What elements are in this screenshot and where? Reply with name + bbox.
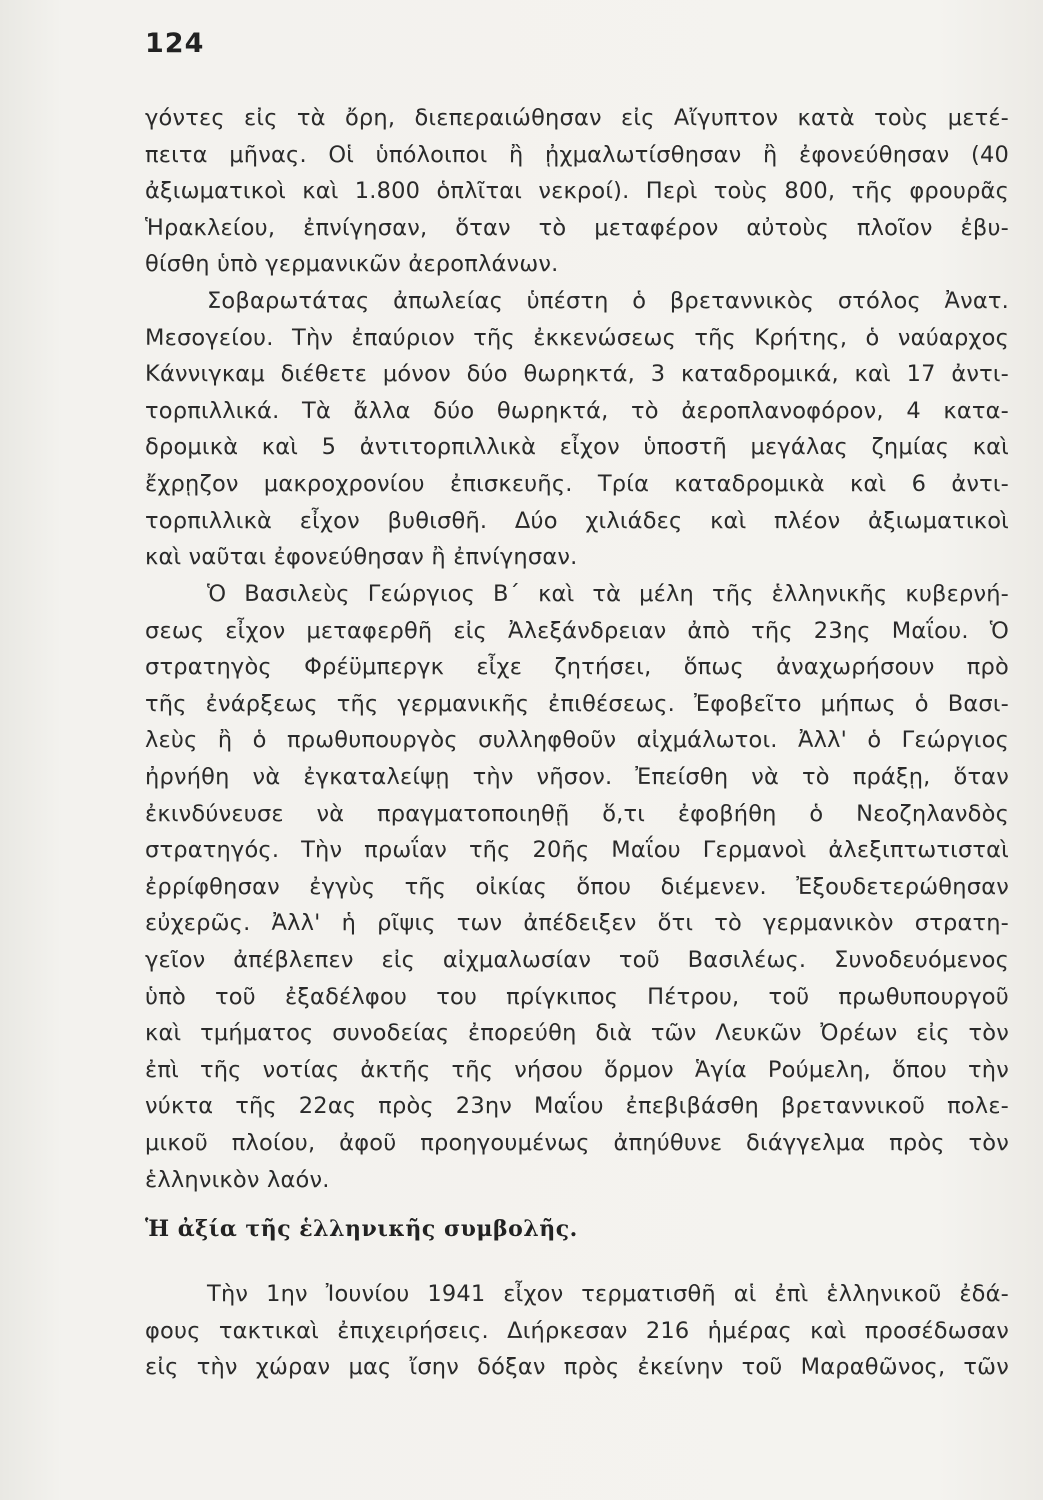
paragraph-3 [145,576,1009,1198]
paragraph-1 [145,100,1009,283]
text-line: εἰς τὴν χώραν μας ἴσην δόξαν πρὸς ἐκείνην τοῦ Μαραθῶνος, τῶν [145,1354,1009,1381]
page-number: 124 [145,28,205,59]
text-line: Τὴν 1ην Ἰουνίου 1941 εἶχον τερματισθῆ αἱ ἐπὶ ἑλληνικοῦ ἐδά- [207,1281,1009,1307]
text-line: λεὺς ἢ ὁ πρωθυπουργὸς συλληφθοῦν αἰχμάλωτοι. Ἀλλ' ὁ Γεώργιος [145,727,1009,754]
text-line: τῆς ἐνάρξεως τῆς γερμανικῆς ἐπιθέσεως. Ἐφοβεῖτο μήπως ὁ Βασι- [145,690,1009,717]
text-line: τορπιλλικὰ εἶχον βυθισθῆ. Δύο χιλιάδες καὶ πλέον ἀξιωματικοὶ [145,507,1009,534]
text-line: ὑπὸ τοῦ ἐξαδέλφου του πρίγκιπος Πέτρου, τοῦ πρωθυπουργοῦ [145,983,1009,1010]
text-line: ἠρνήθη νὰ ἐγκαταλείψῃ τὴν νῆσον. Ἐπείσθη νὰ τὸ πράξῃ, ὅταν [145,763,1009,790]
text-line: Ὁ Βασιλεὺς Γεώργιος Β΄ καὶ τὰ μέλη τῆς ἑλληνικῆς κυβερνή- [207,581,1009,607]
text-line: Ἡρακλείου, ἐπνίγησαν, ὅταν τὸ μεταφέρον αὐτοὺς πλοῖον ἐβυ- [145,214,1009,241]
text-line: δρομικὰ καὶ 5 ἀντιτορπιλλικὰ εἶχον ὑποστῆ μεγάλας ζημίας καὶ [145,434,1009,461]
text-line: νύκτα τῆς 22ας πρὸς 23ην Μαΐου ἐπεβιβάσθη βρεταννικοῦ πολε- [145,1093,1009,1120]
text-line: καὶ τμήματος συνοδείας ἐπορεύθη διὰ τῶν Λευκῶν Ὀρέων εἰς τὸν [145,1020,1009,1047]
text-line: ἐρρίφθησαν ἐγγὺς τῆς οἰκίας ὅπου διέμενεν. Ἐξουδετερώθησαν [145,873,1009,900]
text-line: φους τακτικαὶ ἐπιχειρήσεις. Διήρκεσαν 216 ἡμέρας καὶ προσέδωσαν [145,1317,1009,1344]
text-line: Σοβαρωτάτας ἀπωλείας ὑπέστη ὁ βρεταννικὸς στόλος Ἀνατ. [207,288,1009,314]
text-line: γεῖον ἀπέβλεπεν εἰς αἰχμαλωσίαν τοῦ Βασιλέως. Συνοδευόμενος [145,946,1009,973]
text-line: εὐχερῶς. Ἀλλ' ἡ ρῖψις των ἀπέδειξεν ὅτι τὸ γερμανικὸν στρατη- [145,910,1009,937]
text-line: ἑλληνικὸν λαόν. [145,1166,330,1193]
text-line: σεως εἶχον μεταφερθῆ εἰς Ἀλεξάνδρειαν ἀπὸ τῆς 23ης Μαΐου. Ὁ [145,617,1009,644]
text-line: μικοῦ πλοίου, ἀφοῦ προηγουμένως ἀπηύθυνε διάγγελμα πρὸς τὸν [145,1129,1009,1156]
text-line: Κάννιγκαμ διέθετε μόνον δύο θωρηκτά, 3 καταδρομικά, καὶ 17 ἀντι- [145,361,1009,388]
text-line: ἐκινδύνευσε νὰ πραγματοποιηθῇ ὅ,τι ἐφοβήθη ὁ Νεοζηλανδὸς [145,800,1009,827]
text-line: πειτα μῆνας. Οἱ ὑπόλοιποι ἢ ᾐχμαλωτίσθησαν ἢ ἐφονεύθησαν (40 [145,141,1009,168]
paragraph-4 [145,1276,1009,1386]
text-line: Μεσογείου. Τὴν ἐπαύριον τῆς ἐκκενώσεως τῆς Κρήτης, ὁ ναύαρχος [145,324,1009,351]
text-line: στρατηγὸς Φρέϋμπεργκ εἶχε ζητήσει, ὅπως ἀναχωρήσουν πρὸ [145,654,1009,681]
text-line: θίσθη ὑπὸ γερμανικῶν ἀεροπλάνων. [145,251,559,278]
text-line: καὶ ναῦται ἐφονεύθησαν ἢ ἐπνίγησαν. [145,544,578,571]
section-heading: Ἡ ἀξία τῆς ἑλληνικῆς συμβολῆς. [145,1216,578,1242]
text-line: ἐπὶ τῆς νοτίας ἀκτῆς τῆς νήσου ὅρμον Ἁγία Ρούμελη, ὅπου τὴν [145,1056,1009,1083]
paragraph-2 [145,283,1009,576]
text-line: ἔχρῃζον μακροχρονίου ἐπισκευῆς. Τρία καταδρομικὰ καὶ 6 ἀντι- [145,470,1009,497]
text-line: τορπιλλικά. Τὰ ἄλλα δύο θωρηκτά, τὸ ἀεροπλανοφόρον, 4 κατα- [145,397,1009,424]
text-line: ἀξιωματικοὶ καὶ 1.800 ὁπλῖται νεκροί). Περὶ τοὺς 800, τῆς φρουρᾶς [145,178,1009,205]
text-line: στρατηγός. Τὴν πρωΐαν τῆς 20ῆς Μαΐου Γερμανοὶ ἀλεξιπτωτισταὶ [145,837,1009,864]
text-line: γόντες εἰς τὰ ὄρη, διεπεραιώθησαν εἰς Αἴγυπτον κατὰ τοὺς μετέ- [145,105,1009,131]
